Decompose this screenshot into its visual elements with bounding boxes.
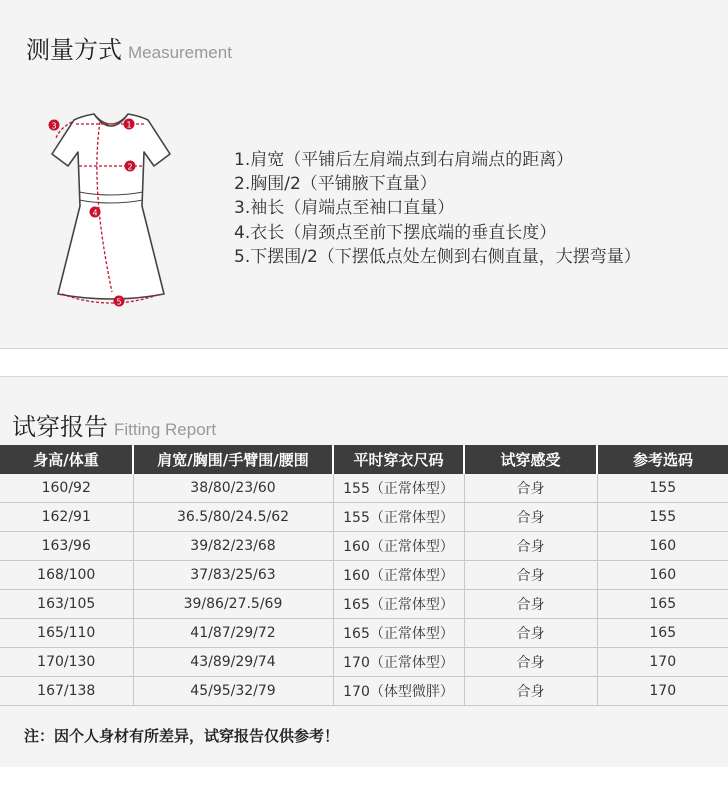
cell-body-measurements: 43/89/29/74 bbox=[133, 648, 333, 677]
svg-text:1: 1 bbox=[126, 120, 132, 130]
cell-recommended-size: 165 bbox=[597, 590, 728, 619]
cell-fit-feeling: 合身 bbox=[464, 474, 597, 503]
dress-outline bbox=[52, 114, 170, 299]
cell-usual-size: 165（正常体型） bbox=[333, 590, 464, 619]
cell-fit-feeling: 合身 bbox=[464, 590, 597, 619]
svg-text:2: 2 bbox=[127, 162, 133, 172]
svg-text:3: 3 bbox=[51, 121, 57, 131]
table-row bbox=[0, 561, 728, 590]
cell-fit-feeling: 合身 bbox=[464, 532, 597, 561]
header-height-weight: 身高/体重 bbox=[0, 445, 133, 474]
cell-usual-size: 160（正常体型） bbox=[333, 561, 464, 590]
measurement-item: 1.肩宽（平铺后左肩端点到右肩端点的距离） bbox=[234, 150, 574, 170]
svg-text:4: 4 bbox=[92, 208, 98, 218]
measurement-title bbox=[26, 30, 232, 65]
cell-recommended-size: 155 bbox=[597, 474, 728, 503]
marker-2 bbox=[125, 161, 136, 172]
fitting-table bbox=[0, 445, 728, 706]
cell-height-weight: 162/91 bbox=[0, 503, 133, 532]
table-row bbox=[0, 503, 728, 532]
cell-height-weight: 168/100 bbox=[0, 561, 133, 590]
cell-usual-size: 160（正常体型） bbox=[333, 532, 464, 561]
report-title-en: Fitting Report bbox=[114, 420, 217, 439]
table-row bbox=[0, 677, 728, 706]
measurement-item: 4.衣长（肩颈点至前下摆底端的垂直长度） bbox=[234, 222, 557, 243]
cell-fit-feeling: 合身 bbox=[464, 561, 597, 590]
table-header-row bbox=[0, 445, 728, 474]
table-row bbox=[0, 619, 728, 648]
table-row bbox=[0, 648, 728, 677]
header-recommended-size: 参考选码 bbox=[597, 445, 728, 474]
marker-5 bbox=[114, 296, 125, 307]
cell-height-weight: 167/138 bbox=[0, 677, 133, 706]
measurement-title-en: Measurement bbox=[128, 43, 232, 62]
cell-height-weight: 165/110 bbox=[0, 619, 133, 648]
cell-height-weight: 160/92 bbox=[0, 474, 133, 503]
measurement-list bbox=[234, 148, 641, 269]
bottom-band bbox=[0, 767, 728, 800]
cell-body-measurements: 39/82/23/68 bbox=[133, 532, 333, 561]
cell-height-weight: 170/130 bbox=[0, 648, 133, 677]
measurement-section bbox=[0, 0, 728, 349]
cell-recommended-size: 155 bbox=[597, 503, 728, 532]
cell-recommended-size: 165 bbox=[597, 619, 728, 648]
cell-recommended-size: 170 bbox=[597, 648, 728, 677]
section-gap bbox=[0, 349, 728, 376]
cell-fit-feeling: 合身 bbox=[464, 648, 597, 677]
header-fit-feeling: 试穿感受 bbox=[464, 445, 597, 474]
table-row bbox=[0, 474, 728, 503]
marker-3 bbox=[49, 120, 60, 131]
cell-body-measurements: 38/80/23/60 bbox=[133, 474, 333, 503]
report-title-zh: 试穿报告 bbox=[12, 413, 108, 441]
marker-4 bbox=[90, 207, 101, 218]
marker-1 bbox=[124, 119, 135, 130]
cell-height-weight: 163/105 bbox=[0, 590, 133, 619]
cell-fit-feeling: 合身 bbox=[464, 619, 597, 648]
cell-body-measurements: 36.5/80/24.5/62 bbox=[133, 503, 333, 532]
header-usual-size: 平时穿衣尺码 bbox=[333, 445, 464, 474]
cell-recommended-size: 160 bbox=[597, 561, 728, 590]
disclaimer-note: 注：因个人身材有所差异，试穿报告仅供参考！ bbox=[24, 727, 340, 745]
measurement-item: 2.胸围/2（平铺腋下直量） bbox=[234, 174, 437, 195]
header-body-measurements: 肩宽/胸围/手臂围/腰围 bbox=[133, 445, 333, 474]
cell-body-measurements: 39/86/27.5/69 bbox=[133, 590, 333, 619]
report-title bbox=[12, 407, 216, 442]
cell-recommended-size: 170 bbox=[597, 677, 728, 706]
measurement-item: 5.下摆围/2（下摆低点处左侧到右侧直量，大摆弯量） bbox=[234, 246, 641, 267]
cell-usual-size: 170（正常体型） bbox=[333, 648, 464, 677]
cell-usual-size: 170（体型微胖） bbox=[333, 677, 464, 706]
cell-body-measurements: 41/87/29/72 bbox=[133, 619, 333, 648]
cell-fit-feeling: 合身 bbox=[464, 677, 597, 706]
cell-usual-size: 155（正常体型） bbox=[333, 503, 464, 532]
svg-text:5: 5 bbox=[116, 297, 122, 307]
fitting-report-section bbox=[0, 376, 728, 768]
cell-fit-feeling: 合身 bbox=[464, 503, 597, 532]
table-row bbox=[0, 532, 728, 561]
dress-measurement-diagram bbox=[46, 108, 176, 308]
cell-body-measurements: 37/83/25/63 bbox=[133, 561, 333, 590]
cell-height-weight: 163/96 bbox=[0, 532, 133, 561]
cell-recommended-size: 160 bbox=[597, 532, 728, 561]
cell-body-measurements: 45/95/32/79 bbox=[133, 677, 333, 706]
measurement-title-zh: 测量方式 bbox=[26, 36, 122, 64]
measurement-item: 3.袖长（肩端点至袖口直量） bbox=[234, 198, 455, 219]
cell-usual-size: 165（正常体型） bbox=[333, 619, 464, 648]
cell-usual-size: 155（正常体型） bbox=[333, 474, 464, 503]
table-row bbox=[0, 590, 728, 619]
